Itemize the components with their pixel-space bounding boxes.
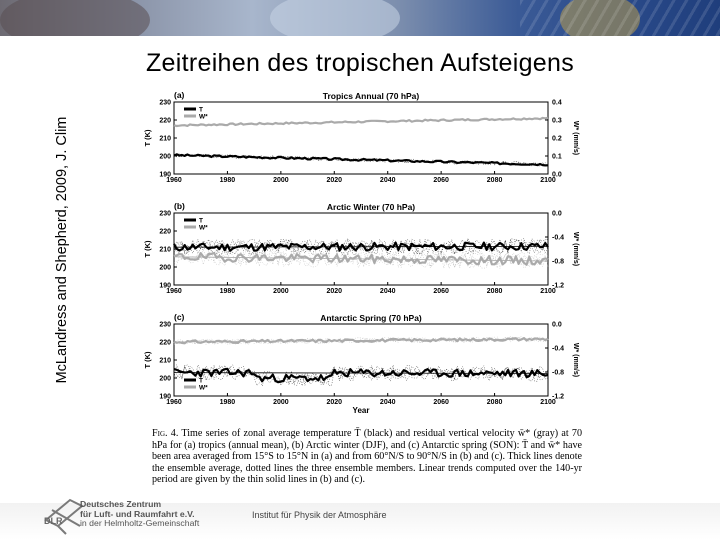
x-tick-label: 2060 [433,288,449,295]
x-tick-label: 2020 [326,399,343,406]
y-tick-label: 210 [159,357,171,365]
y2-tick-label: -0.4 [552,345,565,353]
x-tick-label: 1960 [166,399,182,406]
x-tick-label: 2040 [379,177,396,184]
y-axis-label: T (K) [143,351,152,369]
y2-tick-label: 0.0 [552,321,562,329]
panel-1 [143,90,579,184]
figure-time-series [128,82,588,424]
banner-facade [520,0,720,36]
y-tick-label: 190 [159,282,171,290]
banner-photo-mid [270,0,400,36]
y-axis-label: T (K) [143,129,152,147]
x-tick-label: 2100 [540,399,556,406]
legend-label: T [199,217,203,225]
dlr-line-2: für Luft- und Raumfahrt e.V. [80,508,195,519]
x-tick-label: 2080 [486,288,503,295]
y2-tick-label: -1.2 [552,282,565,290]
x-tick-label: 1980 [219,288,236,295]
series-line-t [174,369,548,382]
dlr-line-3: in der Helmholtz-Gemeinschaft [80,518,200,529]
legend-label: T [199,377,203,385]
y-tick-label: 190 [159,393,171,401]
panel-3 [143,312,579,415]
dlr-short: DLR [44,516,63,526]
x-tick-label: 1980 [219,177,236,184]
y-axis-label: T (K) [143,240,152,258]
x-tick-label: 2040 [379,399,396,406]
y2-tick-label: -0.8 [552,258,565,266]
y-tick-label: 220 [159,339,171,347]
y-tick-label: 190 [159,171,171,179]
side-credit: McLandress and Shepherd, 2009, J. Clim [54,116,70,384]
legend-label: W* [199,113,208,121]
y2-axis-label: W* (mm/s) [572,120,579,156]
y-tick-label: 200 [159,153,171,161]
x-tick-label: 2080 [486,399,503,406]
x-tick-label: 2100 [540,288,556,295]
legend-label: W* [199,384,208,392]
panel-label: (a) [174,90,185,100]
panel-label: (b) [174,201,185,211]
y2-tick-label: 0.2 [552,135,562,143]
x-tick-label: 2080 [486,177,503,184]
caption-text: Time series of zonal average temperature T̄ (black) and residual vertical velocity w̄* (gray) at 70 hPa for (a) tropics (annual mean), (b) Arctic winter (DJF), and (c) Antarctic spring (SON): T̄ and w̄* have been area averaged from 15°S to 15°N in (a) and from 60°N/S to 90°N/S in (b) and (c). Thick lines denote the ensemble average, dotted lines the three ensemble members. Linear trends computed over the 140-yr period are given by the thin solid lines in (b) and (c). [152,428,582,485]
x-tick-label: 1960 [166,177,182,184]
plot-frame [174,324,548,396]
series-line-t [174,154,548,165]
x-tick-label: 1960 [166,288,182,295]
x-tick-label: 2060 [433,399,449,406]
panel-title: Tropics Annual (70 hPa) [322,91,420,101]
slide-title: Zeitreihen des tropischen Aufsteigens [145,49,575,77]
y-tick-label: 220 [159,228,171,236]
caption-lead: Fig. 4. [152,428,179,439]
y2-axis-label: W* (mm/s) [572,342,579,378]
legend-label: T [199,106,203,114]
y2-tick-label: 0.0 [552,171,562,179]
x-tick-label: 2000 [273,288,289,295]
panel-title: Arctic Winter (70 hPa) [326,202,416,212]
y-tick-label: 210 [159,246,171,254]
y2-tick-label: -0.4 [552,234,565,242]
x-tick-label: 2040 [379,288,396,295]
x-tick-label: 1980 [219,399,236,406]
x-axis-label: Year [352,406,370,415]
y2-tick-label: 0.0 [552,210,562,218]
x-tick-label: 2000 [273,399,289,406]
y2-tick-label: 0.1 [552,153,562,161]
y-tick-label: 230 [159,321,171,329]
y-tick-label: 200 [159,375,171,383]
x-tick-label: 2000 [273,177,289,184]
y2-axis-label: W* (mm/s) [572,231,579,267]
footer-institute: Institut für Physik der Atmosphäre [252,510,387,520]
panel-label: (c) [174,312,185,322]
y2-tick-label: -0.8 [552,369,565,377]
y-tick-label: 230 [159,99,171,107]
legend-label: W* [199,224,208,232]
x-tick-label: 2100 [540,177,556,184]
y2-tick-label: 0.3 [552,117,562,125]
y2-tick-label: -1.2 [552,393,565,401]
panel-2 [143,201,579,295]
y-tick-label: 230 [159,210,171,218]
y-tick-label: 220 [159,117,171,125]
figure-caption [152,428,582,486]
banner-photo-left [0,0,150,36]
dlr-line-1: Deutsches Zentrum [80,499,162,509]
x-tick-label: 2060 [433,177,449,184]
y2-tick-label: 0.4 [552,99,562,107]
panel-title: Antarctic Spring (70 hPa) [320,313,422,323]
y-tick-label: 200 [159,264,171,272]
header-banner [0,0,720,36]
x-tick-label: 2020 [326,177,343,184]
x-tick-label: 2020 [326,288,343,295]
dlr-logo-text [80,500,199,529]
series-line-wstar [174,118,548,126]
y-tick-label: 210 [159,135,171,143]
